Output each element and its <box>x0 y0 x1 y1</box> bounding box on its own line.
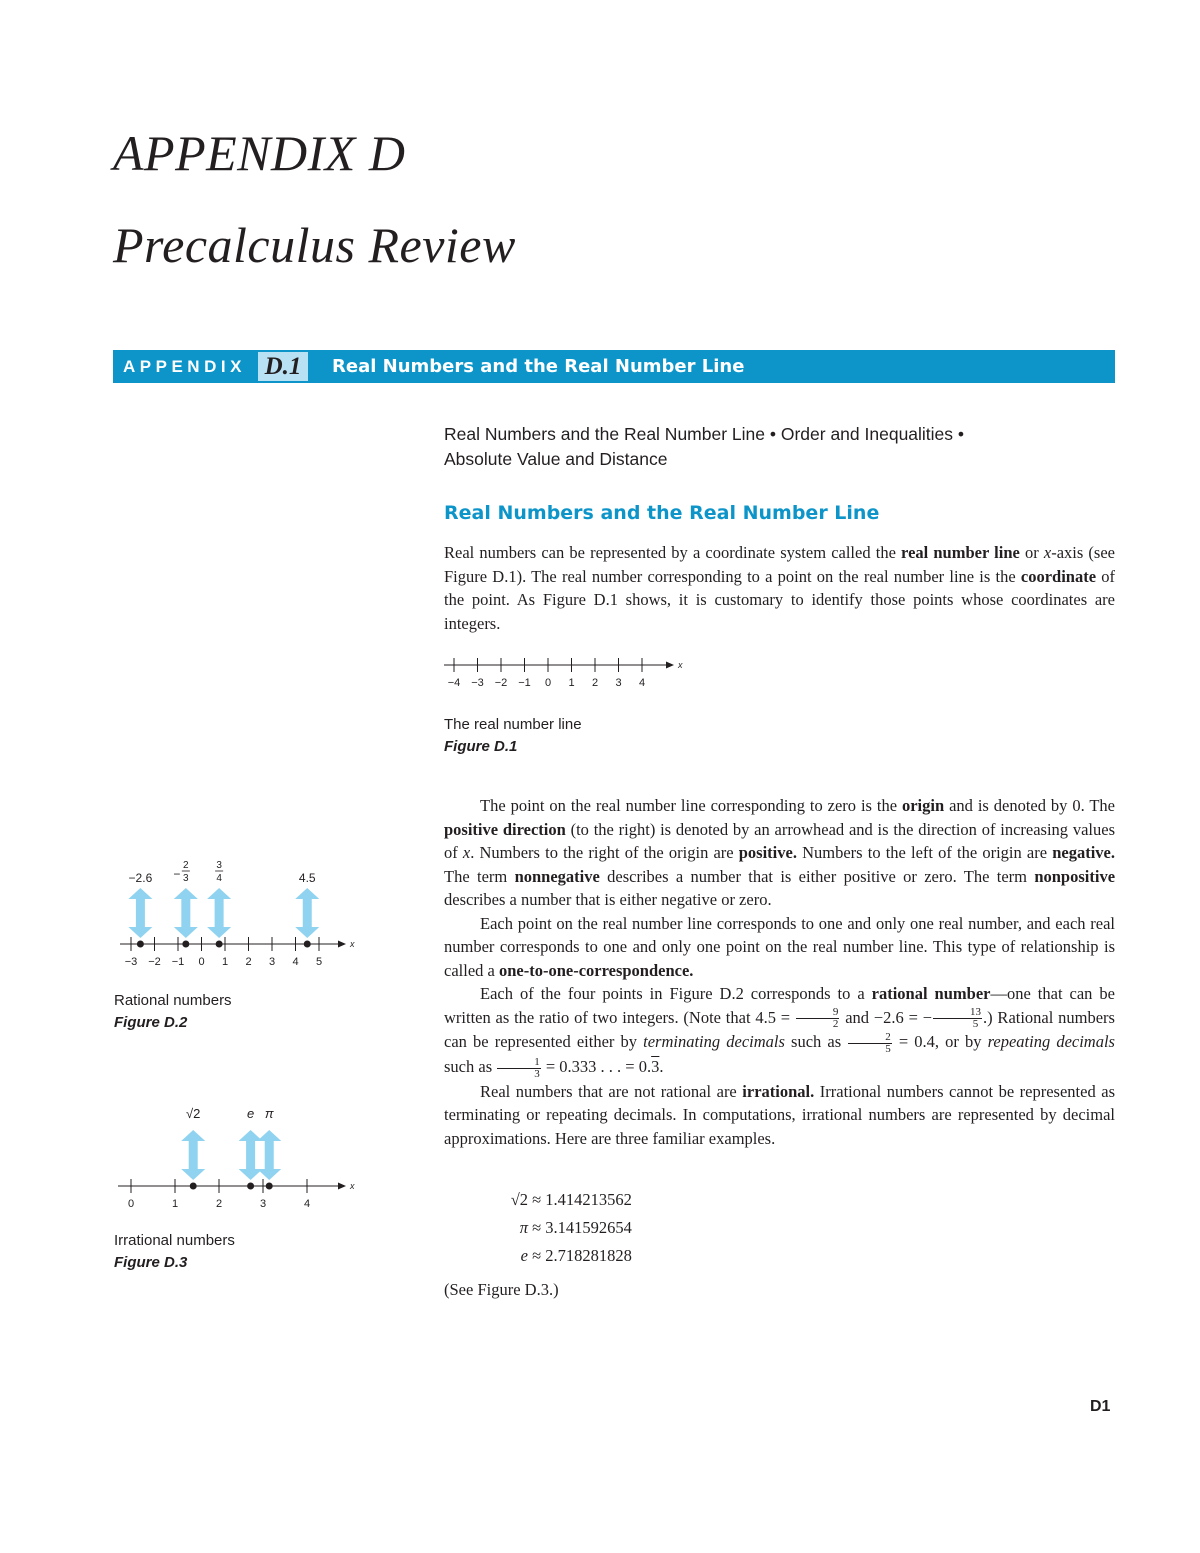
topics-line-1: Real Numbers and the Real Number Line • Order and Inequalities • <box>444 424 965 444</box>
d3-tick-label: 3 <box>259 1198 267 1208</box>
topics-line-2: Absolute Value and Distance <box>444 449 668 469</box>
d2-point-label-denominator: 3 <box>183 873 189 884</box>
d3-tick-label: 2 <box>215 1198 223 1208</box>
section-number: D.1 <box>258 352 308 381</box>
d2-tick-label: 0 <box>198 956 205 966</box>
figure-d1-label: Figure D.1 <box>444 738 518 755</box>
example-pi: π ≈ 3.141592654 <box>519 1218 632 1237</box>
d1-tick-label: 4 <box>638 677 646 689</box>
figure-d2-caption-text: Rational numbers <box>114 992 232 1009</box>
d3-arrowhead <box>338 1183 346 1190</box>
figure-d3-label: Figure D.3 <box>114 1254 188 1271</box>
d2-point-label-numerator: 2 <box>183 860 189 871</box>
d2-point-label-numerator: 3 <box>216 860 222 871</box>
section-heading: Real Numbers and the Real Number Line <box>444 502 880 524</box>
d2-point-label-sign: − <box>173 867 181 881</box>
d1-tick-label: −3 <box>471 677 484 689</box>
figure-d3-caption <box>114 1230 235 1274</box>
d2-point-arrow <box>295 888 319 938</box>
d1-arrowhead <box>666 662 674 669</box>
d1-tick-label: 1 <box>568 677 575 689</box>
d2-tick-label: 1 <box>221 956 229 966</box>
chapter-title: Precalculus Review <box>113 217 516 273</box>
d1-tick-label: −4 <box>447 677 461 689</box>
d3-point-label: e <box>246 1106 255 1121</box>
d1-tick-label: −1 <box>518 677 531 689</box>
d3-point-arrow <box>239 1130 263 1180</box>
figure-d3-irrational-numbers <box>110 1098 360 1208</box>
d2-point-arrow <box>174 888 198 938</box>
d1-tick-label: −2 <box>494 677 508 689</box>
chapter-label: APPENDIX D <box>113 125 406 181</box>
d3-point-arrow <box>257 1130 281 1180</box>
paragraph-rational: Each of the four points in Figure D.2 corresponds to a rational number—one that can be written as the ratio of two integers. (Note that 4.5 = $\frac{9}{2}$ and −2.6 = − $\frac{13}{5}$ .) Rational numbers can be represented either by terminating decimals such as $\frac{2}{5}$ = 0.4, or by repeating decimals such as $\frac{1}{3}$ = 0.333 . . . = 0.3. <box>444 984 1115 1080</box>
d2-tick-label: 4 <box>292 956 299 966</box>
figure-d2-rational-numbers <box>110 856 360 966</box>
d2-tick-label: −2 <box>148 956 161 966</box>
paragraph-origin: The point on the real number line corresponding to zero is the origin and is denoted by 0. The positive direction (to the right) is denoted by an arrowhead and is the direction of increasing values of x. Numbers to the right of the origin are positive. Numbers to the left of the origin are negative. The term nonnegative describes a number that is either positive or zero. The term nonpositive describes a number that is either negative or zero. <box>444 796 1116 909</box>
d1-axis-variable: x <box>678 660 683 670</box>
d3-axis-variable: x <box>350 1181 355 1191</box>
figure-d1-caption-text: The real number line <box>444 716 582 733</box>
d3-point-arrow <box>181 1130 205 1180</box>
d3-point-dot <box>247 1183 254 1190</box>
figure-d2-caption <box>114 990 232 1034</box>
body-text <box>444 794 1115 1150</box>
d1-tick-label: 3 <box>615 677 622 689</box>
d2-point-label-denominator: 4 <box>216 873 222 884</box>
d2-point-dot <box>182 941 189 948</box>
d2-tick-label: −3 <box>124 956 138 966</box>
d3-tick-label: 0 <box>127 1198 135 1208</box>
d2-tick-label: 5 <box>315 956 323 966</box>
example-sqrt2: √2 ≈ 1.414213562 <box>510 1190 632 1209</box>
section-topics <box>444 422 1064 472</box>
figure-d2-label: Figure D.2 <box>114 1014 188 1031</box>
d3-tick-label: 1 <box>171 1198 179 1208</box>
d2-arrowhead <box>338 941 346 948</box>
example-e: e ≈ 2.718281828 <box>520 1246 632 1265</box>
d3-point-label: √2 <box>186 1106 201 1121</box>
d2-axis-variable: x <box>350 939 355 949</box>
paragraph-correspondence: Each point on the real number line corresponds to one and only one real number, and each real number corresponds to one and only one point on the real number line. This type of relationship is called a one-to-one-correspondence. <box>444 913 1115 980</box>
d3-point-dot <box>190 1183 197 1190</box>
d2-point-label: −2.6 <box>128 871 153 885</box>
figure-d3-caption-text: Irrational numbers <box>114 1232 235 1249</box>
d2-tick-label: 2 <box>245 956 252 966</box>
d2-point-arrow <box>128 888 152 938</box>
see-figure-note: (See Figure D.3.) <box>444 1280 559 1299</box>
figure-d1-number-line <box>436 652 686 692</box>
d2-point-label: 4.5 <box>298 871 316 885</box>
d2-point-arrow <box>207 888 231 938</box>
d3-point-label: π <box>264 1106 274 1121</box>
page-number: D1 <box>1090 1398 1111 1415</box>
banner-label: APPENDIX <box>123 357 246 376</box>
d1-tick-label: 0 <box>544 677 552 689</box>
d1-tick-label: 2 <box>591 677 599 689</box>
d2-point-dot <box>137 941 144 948</box>
intro-paragraph: Real numbers can be represented by a coordinate system called the real number line or x-axis (see Figure D.1). The real number corresponding to a point on the real number line is the coordinate of the point. As Figure D.1 shows, it is customary to identify those points whose coordinates are integers. <box>444 543 1115 633</box>
paragraph-irrational: Real numbers that are not rational are irrational. Irrational numbers cannot be represented as terminating or repeating decimals. In computations, irrational numbers are represented by decimal approximations. Here are three familiar examples. <box>444 1081 1115 1148</box>
section-banner <box>113 350 1115 383</box>
d2-point-dot <box>304 941 311 948</box>
d2-point-dot <box>216 941 223 948</box>
d2-tick-label: 3 <box>268 956 276 966</box>
d3-tick-label: 4 <box>303 1198 311 1208</box>
d3-point-dot <box>266 1183 273 1190</box>
figure-d1-caption <box>444 714 582 758</box>
d2-tick-label: −1 <box>171 956 185 966</box>
banner-title: Real Numbers and the Real Number Line <box>332 356 745 377</box>
irrational-examples <box>476 1186 632 1270</box>
